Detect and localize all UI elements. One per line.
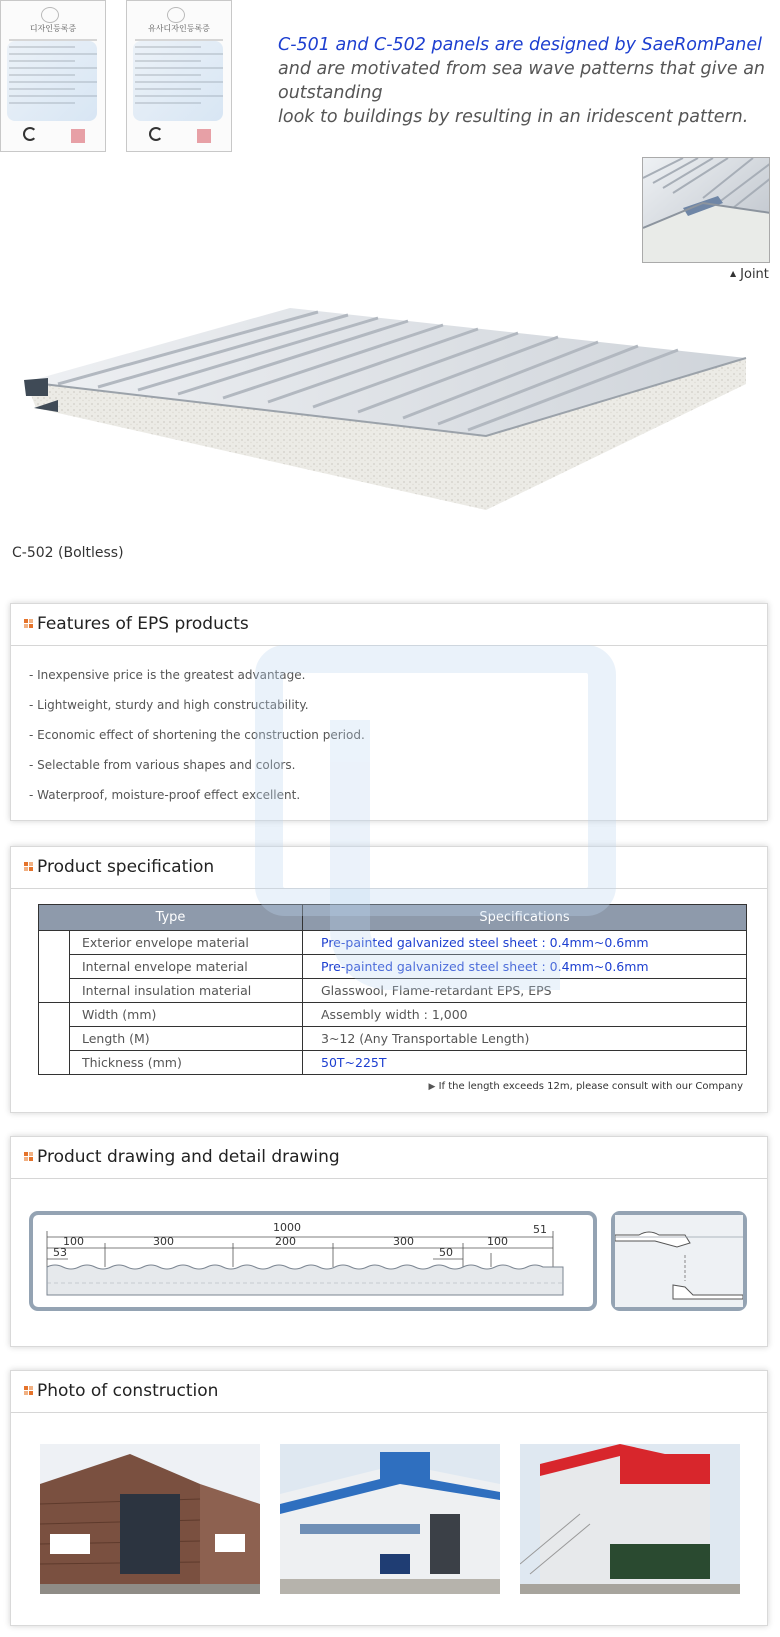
photos-section: [10, 1370, 768, 1626]
drawing-section: [10, 1136, 768, 1347]
header-specifications: Specifications: [303, 905, 747, 931]
section-header: [11, 1137, 767, 1179]
group-standard: Standard: [39, 1003, 70, 1075]
logo-icon: [23, 127, 37, 141]
section-bullet-icon: [24, 862, 33, 871]
construction-photo-3: [520, 1444, 740, 1594]
spec-value: Glasswool, Flame-retardant EPS, EPS: [303, 979, 747, 1003]
group-material: Material: [39, 931, 70, 1003]
section-header: [11, 1371, 767, 1413]
stamp-icon: [71, 129, 85, 143]
table-row: [39, 1051, 747, 1075]
spec-name: Width (mm): [70, 1003, 303, 1027]
spec-value: 50T~225T: [303, 1051, 747, 1075]
section-title: Product drawing and detail drawing: [37, 1147, 340, 1167]
spec-name: Thickness (mm): [70, 1051, 303, 1075]
certificate-watermark: [7, 41, 97, 121]
certificate-watermark: [133, 41, 223, 121]
detail-drawing: [611, 1211, 747, 1311]
stamp-icon: [197, 129, 211, 143]
intro-text: [278, 33, 778, 129]
design-certificate-1: [0, 0, 106, 152]
dim-300-left: 300: [153, 1235, 174, 1248]
intro-line-2: and are motivated from sea wave patterns that give an outstanding: [278, 59, 766, 103]
dim-300-right: 300: [393, 1235, 414, 1248]
dim-100-right: 100: [487, 1235, 508, 1248]
section-bullet-icon: [24, 1152, 33, 1161]
section-bullet-icon: [24, 619, 33, 628]
feature-item: - Lightweight, sturdy and high constructability.: [29, 698, 309, 712]
design-certificate-2: [126, 0, 232, 152]
joint-caption: ▲ Joint: [730, 267, 769, 282]
dim-100-left: 100: [63, 1235, 84, 1248]
section-title: Features of EPS products: [37, 614, 249, 634]
dim-total: 1000: [273, 1221, 301, 1234]
joint-image: [642, 157, 770, 263]
dim-200: 200: [275, 1235, 296, 1248]
spec-value: Pre-painted galvanized steel sheet : 0.4mm~0.6mm: [303, 955, 747, 979]
product-drawing: [29, 1211, 597, 1311]
header-type: Type: [39, 905, 303, 931]
spec-name: Exterior envelope material: [70, 931, 303, 955]
section-title: Photo of construction: [37, 1381, 219, 1401]
spec-value: 3~12 (Any Transportable Length): [303, 1027, 747, 1051]
feature-item: - Inexpensive price is the greatest advantage.: [29, 668, 306, 682]
spec-name: Internal insulation material: [70, 979, 303, 1003]
construction-photo-2: [280, 1444, 500, 1594]
logo-icon: [149, 127, 163, 141]
construction-photo-1: [40, 1444, 260, 1594]
section-header: [11, 604, 767, 646]
section-title: Product specification: [37, 857, 215, 877]
spec-name: Internal envelope material: [70, 955, 303, 979]
table-row: [39, 1003, 747, 1027]
spec-value: Pre-painted galvanized steel sheet : 0.4mm~0.6mm: [303, 931, 747, 955]
section-bullet-icon: [24, 1386, 33, 1395]
intro-line-3: look to buildings by resulting in an iridescent pattern.: [278, 107, 749, 127]
spec-name: Length (M): [70, 1027, 303, 1051]
triangle-up-icon: ▲: [730, 269, 737, 278]
triangle-right-icon: ▶: [428, 1082, 436, 1092]
feature-item: - Waterproof, moisture-proof effect excellent.: [29, 788, 301, 802]
dim-53: 53: [53, 1246, 67, 1259]
seal-icon: [41, 7, 59, 23]
table-row: [39, 1027, 747, 1051]
panel-image: [18, 300, 758, 515]
length-note: ▶ If the length exceeds 12m, please consult with our Company: [428, 1081, 743, 1092]
panel-caption: C-502 (Boltless): [12, 545, 124, 561]
feature-item: - Selectable from various shapes and colors.: [29, 758, 296, 772]
feature-item: - Economic effect of shortening the construction period.: [29, 728, 365, 742]
seal-icon: [167, 7, 185, 23]
certificate-title: 유사디자인등록증: [148, 24, 210, 33]
watermark-logo-mark: [330, 720, 560, 990]
intro-line-1: C-501 and C-502 panels are designed by SaeRomPanel: [278, 35, 762, 55]
certificate-title: 디자인등록증: [29, 24, 77, 33]
dim-50: 50: [439, 1246, 453, 1259]
spec-value: Assembly width : 1,000: [303, 1003, 747, 1027]
dim-51: 51: [533, 1223, 547, 1236]
